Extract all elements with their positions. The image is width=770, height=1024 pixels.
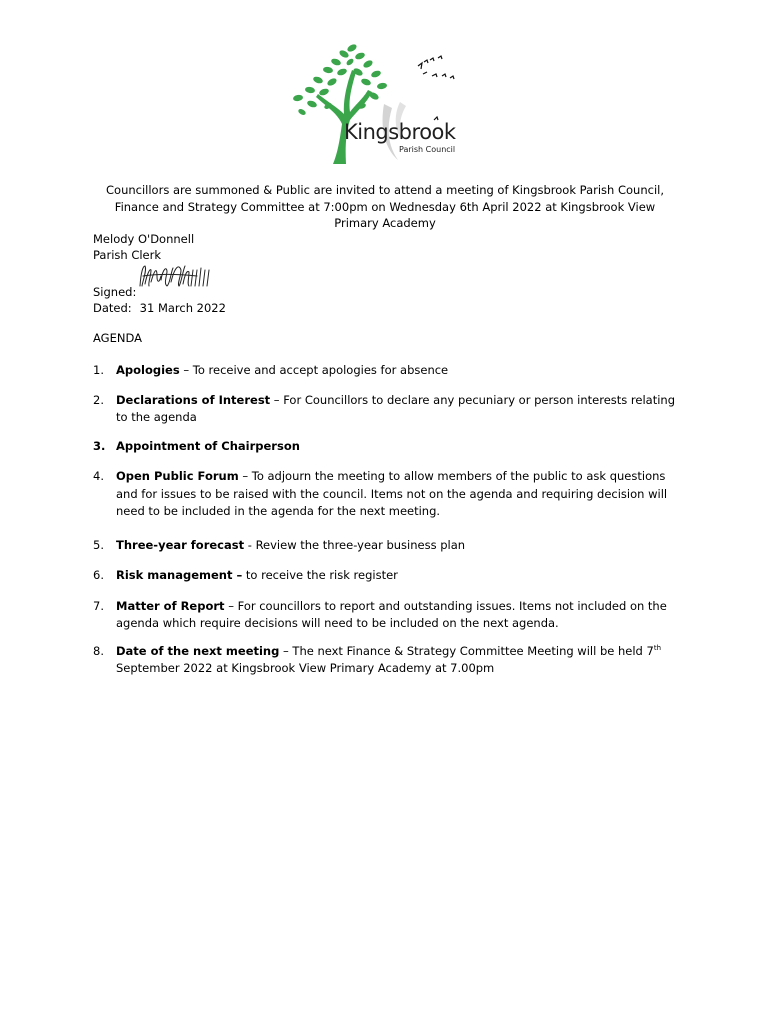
agenda-item	[93, 468, 683, 521]
dated-value: 31 March 2022	[139, 301, 226, 315]
ordinal-suffix: th	[653, 644, 662, 653]
agenda-item-heading: Declarations of Interest	[116, 393, 271, 407]
agenda-item-text: - Review the three-year business plan	[244, 538, 466, 552]
agenda-item-heading: Risk management –	[116, 568, 243, 582]
agenda-item-number: 3.	[93, 439, 106, 453]
agenda-item-text: – For Councillors to declare any pecuniary or person interests relating to the agenda	[116, 393, 675, 424]
signed-label: Signed:	[93, 285, 137, 299]
agenda-item-text: to receive the risk register	[242, 568, 398, 582]
agenda-item	[93, 362, 683, 379]
agenda-item-number: 6.	[93, 568, 104, 582]
agenda-item-text: – To adjourn the meeting to allow members of the public to ask questions and for issues to be raised with the council. Items not on the agenda and requiring decision will need to be included in the agenda for the next meeting.	[116, 469, 668, 518]
agenda-item	[93, 438, 683, 455]
agenda-item-heading: Apologies	[116, 363, 180, 377]
signature-image	[137, 262, 213, 297]
agenda-item-number: 4.	[93, 469, 104, 483]
dated-label: Dated:	[93, 301, 132, 315]
agenda-item-number: 8.	[93, 644, 104, 658]
logo-subtitle: Parish Council	[399, 145, 456, 154]
agenda-item	[93, 643, 683, 676]
agenda-item-text: – The next Finance & Strategy Committee Meeting will be held 7	[279, 644, 654, 658]
summons-text: Councillors are summoned & Public are invited to attend a meeting of Kingsbrook Parish Council, Finance and Strategy Committee at 7:00pm on Wednesday 6th April 2022 at Kingsbrook View Primary Academy	[106, 183, 664, 230]
agenda-item-heading: Open Public Forum	[116, 469, 239, 483]
agenda-item-heading: Date of the next meeting	[116, 644, 280, 658]
agenda-item-text: – To receive and accept apologies for absence	[179, 363, 449, 377]
clerk-name: Melody O'Donnell	[93, 232, 195, 246]
agenda-item-number: 5.	[93, 538, 104, 552]
agenda-item-text: – For councillors to report and outstanding issues. Items not included on the agenda which require decisions will need to be included on the next agenda.	[116, 599, 667, 630]
agenda-item	[93, 537, 683, 554]
agenda-item-text-cont: September 2022 at Kingsbrook View Primary Academy at 7.00pm	[116, 660, 495, 675]
agenda-item-number: 7.	[93, 599, 104, 613]
agenda-item	[93, 598, 683, 631]
agenda-item	[93, 392, 683, 425]
agenda-item	[93, 567, 683, 584]
agenda-item-heading: Matter of Report	[116, 599, 225, 613]
kingsbrook-logo	[288, 42, 473, 168]
agenda-item-number: 1.	[93, 363, 104, 377]
clerk-block	[93, 231, 194, 263]
agenda-item-number: 2.	[93, 393, 104, 407]
agenda-item-heading: Three-year forecast	[116, 538, 245, 552]
logo-name: Kingsbrook	[344, 120, 456, 144]
agenda-item-heading: Appointment of Chairperson	[116, 439, 300, 453]
clerk-title: Parish Clerk	[93, 248, 162, 262]
dated-line	[93, 301, 226, 315]
agenda-title: AGENDA	[93, 331, 142, 345]
